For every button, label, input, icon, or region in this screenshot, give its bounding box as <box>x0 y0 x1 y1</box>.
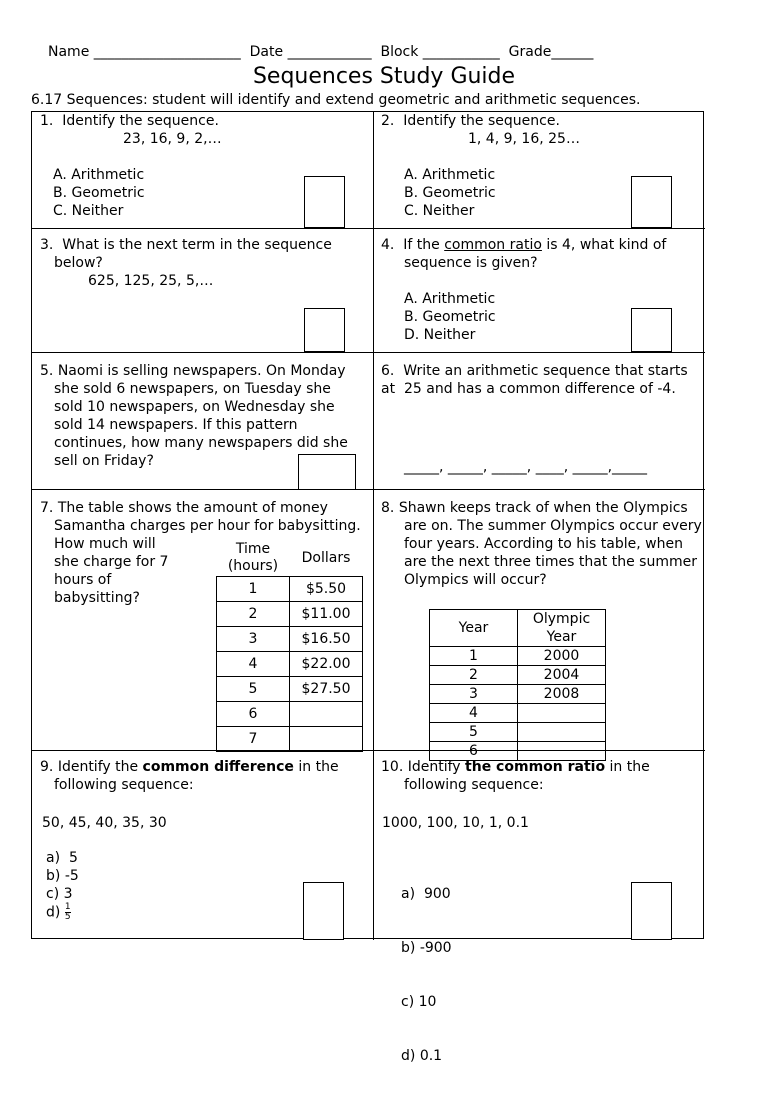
sequence-blanks[interactable]: _____, _____, _____, ____, _____,_____ <box>404 459 648 475</box>
option-a[interactable]: a) 900 <box>401 886 451 902</box>
question-8: 8. Shawn keeps track of when the Olympics <box>381 500 688 516</box>
question-4-line2: sequence is given? <box>404 255 538 271</box>
question-1-prompt: Identify the sequence. <box>62 113 219 129</box>
question-9-line2: following sequence: <box>54 777 194 793</box>
option-c[interactable]: c) 3 <box>46 886 73 902</box>
question-5-text: she sold 6 newspapers, on Tuesday she sold 10 newspapers, on Wednesday she sold 14 newspapers. If this pattern continues, how many newspapers did she sell on Friday? <box>54 381 348 469</box>
answer-box-2[interactable] <box>631 176 672 228</box>
answer-box-1[interactable] <box>304 176 345 228</box>
table-row: 3 $16.50 <box>217 627 363 652</box>
question-5: 5. Naomi is selling newspapers. On Monday <box>40 363 346 379</box>
col-header-olympic-year: Olympic Year <box>518 610 606 647</box>
option-a[interactable]: a) 5 <box>46 850 78 866</box>
common-ratio-term: common ratio <box>444 237 542 253</box>
question-10: 10. Identify the common ratio in the <box>381 759 650 775</box>
question-6-line2: 25 and has a common difference of -4. <box>404 381 676 397</box>
table-row: 6 <box>217 702 363 727</box>
answer-box-4[interactable] <box>631 308 672 352</box>
question-7-line2: Samantha charges per hour for babysitting. <box>54 518 361 534</box>
option-d[interactable]: d) 0.1 <box>401 1048 443 1064</box>
question-3-sequence: 625, 125, 25, 5,… <box>88 273 214 289</box>
option-d[interactable]: D. Neither <box>404 327 476 343</box>
option-b[interactable]: b) -5 <box>46 868 79 884</box>
option-b[interactable]: B. Geometric <box>404 309 496 325</box>
question-grid <box>31 111 704 1064</box>
question-3-line2: below? <box>54 255 103 271</box>
question-2-options <box>404 166 496 220</box>
answer-box-5[interactable] <box>298 454 356 490</box>
question-2-prompt: Identify the sequence. <box>403 113 560 129</box>
answer-box-9[interactable] <box>303 882 344 940</box>
col-header-dollars: Dollars <box>301 549 351 566</box>
question-8-text: are on. The summer Olympics occur every four years. According to his table, when are the next three times that the summer Olympics will occur? <box>404 518 702 588</box>
option-a[interactable]: A. Arithmetic <box>404 291 496 307</box>
question-3: 3. What is the next term in the sequence <box>40 237 332 253</box>
question-9: 9. Identify the common difference in the <box>40 759 339 775</box>
option-b[interactable]: B. Geometric <box>404 185 496 201</box>
question-10-options <box>401 849 452 1101</box>
table-row: 5 $27.50 <box>217 677 363 702</box>
option-b[interactable]: b) -900 <box>401 940 452 956</box>
option-c[interactable]: c) 10 <box>401 994 437 1010</box>
question-9-sequence: 50, 45, 40, 35, 30 <box>42 815 167 831</box>
question-10-line2: following sequence: <box>404 777 544 793</box>
option-d[interactable]: d) $\frac{1}{5}$ <box>46 902 71 922</box>
col-header-time: Time (hours) <box>227 541 279 574</box>
question-2: 2. Identify the sequence. <box>381 113 560 129</box>
row-divider <box>32 352 705 353</box>
table-row: 2 2004 <box>430 666 606 685</box>
table-row: 7 <box>217 727 363 752</box>
table-row: 2 $11.00 <box>217 602 363 627</box>
option-b[interactable]: B. Geometric <box>53 185 145 201</box>
question-6: 6. Write an arithmetic sequence that starts at <box>381 363 688 397</box>
row-divider <box>32 228 705 229</box>
question-1: 1. Identify the sequence. <box>40 113 219 129</box>
one-fifth-fraction: $\frac{1}{5}$ <box>64 902 71 922</box>
question-4: 4. If the common ratio is 4, what kind of <box>381 237 667 253</box>
col-header-year: Year <box>430 610 518 647</box>
option-a[interactable]: A. Arithmetic <box>404 167 496 183</box>
page-title: Sequences Study Guide <box>252 64 516 89</box>
table-row: 5 <box>430 723 606 742</box>
row-divider <box>32 489 705 490</box>
option-c[interactable]: C. Neither <box>404 203 475 219</box>
question-9-options <box>46 849 79 922</box>
table-row: 4 $22.00 <box>217 652 363 677</box>
table-row: 1 2000 <box>430 647 606 666</box>
table-row: 3 2008 <box>430 685 606 704</box>
babysitting-table <box>216 540 363 752</box>
question-10-sequence: 1000, 100, 10, 1, 0.1 <box>382 815 529 831</box>
question-4-options <box>404 290 496 344</box>
option-a[interactable]: A. Arithmetic <box>53 167 145 183</box>
table-row: 1 $5.50 <box>217 577 363 602</box>
question-7: 7. The table shows the amount of money <box>40 500 328 516</box>
answer-box-3[interactable] <box>304 308 345 352</box>
question-1-options <box>53 166 145 220</box>
option-c[interactable]: C. Neither <box>53 203 124 219</box>
standard-statement: 6.17 Sequences: student will identify and extend geometric and arithmetic sequences. <box>31 92 641 108</box>
table-row: 6 <box>430 742 606 761</box>
table-row: 4 <box>430 704 606 723</box>
column-divider <box>373 112 374 940</box>
name-date-block-line: Name _____________________ Date ____________ Block ___________ Grade______ <box>48 44 594 60</box>
question-2-sequence: 1, 4, 9, 16, 25… <box>468 131 580 147</box>
olympics-table <box>429 609 606 761</box>
question-1-sequence: 23, 16, 9, 2,… <box>123 131 222 147</box>
question-7-side-text: How much will she charge for 7 hours of babysitting? <box>54 536 169 606</box>
answer-box-10[interactable] <box>631 882 672 940</box>
